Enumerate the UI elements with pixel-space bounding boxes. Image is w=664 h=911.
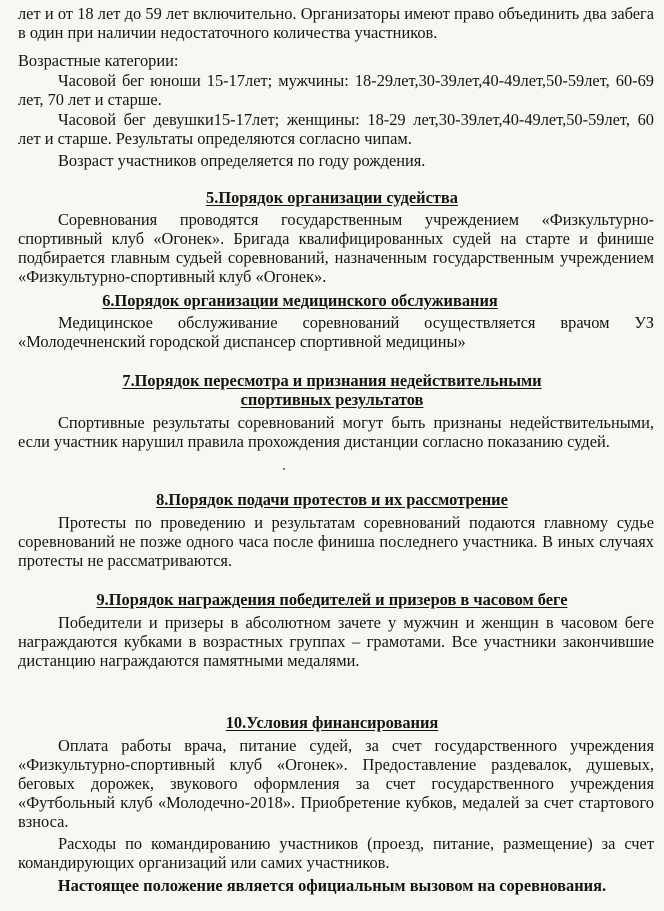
section6-heading: 6.Порядок организации медицинского обслуживания xyxy=(102,291,498,310)
section6-paragraph: Медицинское обслуживание соревнований осуществляется врачом УЗ «Молодечненский городской диспансер спортивной медицины» xyxy=(18,313,654,351)
section9-heading: 9.Порядок награждения победителей и призеров в часовом беге xyxy=(96,590,568,609)
section8-paragraph: Протесты по проведению и результатам соревнований подаются главному судье соревнований не позже одного часа после финиша последнего участника. В иных случаях протесты не рассматриваются. xyxy=(18,513,654,570)
section10-paragraph-1: Оплата работы врача, питание судей, за счет государственного учреждения «Физкультурно-спортивный клуб «Огонек». Предоставление раздевалок, душевых, беговых дорожек, звукового оформления за счет государственного учреждения «Футбольный клуб «Молодечно-2018». Приобретение кубков, медалей за счет стартового взноса. xyxy=(18,736,654,831)
intro-paragraph: лет и от 18 лет до 59 лет включительно. Организаторы имеют право объединить два забега в один при наличии недостаточного количества участников. xyxy=(18,4,654,42)
section5-paragraph: Соревнования проводятся государственным учреждением «Физкультурно-спортивный клуб «Огонек». Бригада квалифицированных судей на старте и финише подбирается главным судьей соревнований, назначенным государственным учреждением «Физкультурно-спортивный клуб «Огонек». xyxy=(18,210,654,286)
section8-heading: 8.Порядок подачи протестов и их рассмотрение xyxy=(156,490,508,509)
section7-paragraph: Спортивные результаты соревнований могут быть признаны недействительными, если участник нарушил правила прохождения дистанции согласно показанию судей. xyxy=(18,413,654,451)
age-categories-boys-men: Часовой бег юноши 15-17лет; мужчины: 18-29лет,30-39лет,40-49лет,50-59лет, 60-69 лет, 70 лет и старше. xyxy=(18,71,654,109)
age-categories-girls-women: Часовой бег девушки15-17лет; женщины: 18-29 лет,30-39лет,40-49лет,50-59лет, 60 лет и старше. Результаты определяются согласно чипам. xyxy=(18,110,654,148)
section9-paragraph: Победители и призеры в абсолютном зачете у мужчин и женщин в часовом беге награждаются кубками в возрастных группах – грамотами. Все участники закончившие дистанцию награждаются памятными медалями. xyxy=(18,613,654,670)
age-rule-paragraph: Возраст участников определяется по году рождения. xyxy=(58,151,426,170)
section7-heading-line2: спортивных результатов xyxy=(240,390,424,409)
section10-paragraph-2: Расходы по командированию участников (проезд, питание, размещение) за счет командирующих организаций или самих участников. xyxy=(18,834,654,872)
section5-heading: 5.Порядок организации судейства xyxy=(206,188,458,207)
age-categories-label: Возрастные категории: xyxy=(18,51,179,70)
scan-speck xyxy=(283,468,285,470)
section10-heading: 10.Условия финансирования xyxy=(225,713,439,732)
section7-heading-line1: 7.Порядок пересмотра и признания недействительными xyxy=(122,371,542,390)
final-statement: Настоящее положение является официальным вызовом на соревнования. xyxy=(57,876,607,895)
